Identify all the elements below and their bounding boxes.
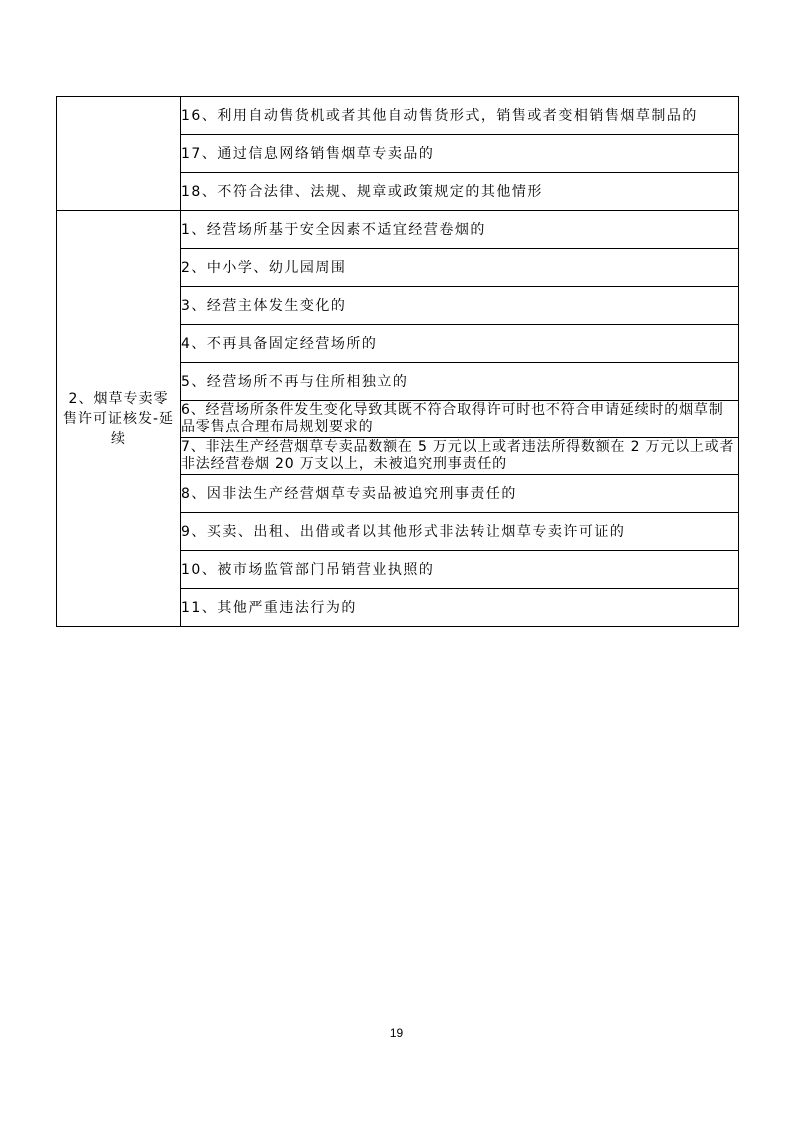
item-cell: 8、因非法生产经营烟草专卖品被追究刑事责任的 [181,475,739,513]
category-cell [57,211,181,627]
item-cell: 7、非法生产经营烟草专卖品数额在 5 万元以上或者违法所得数额在 2 万元以上或者非法经营卷烟 20 万支以上，未被追究刑事责任的 [181,438,739,475]
item-cell: 1、经营场所基于安全因素不适宜经营卷烟的 [181,211,739,249]
table-row [57,211,739,249]
item-cell: 2、中小学、幼儿园周围 [181,249,739,287]
item-cell: 4、不再具备固定经营场所的 [181,325,739,363]
item-cell: 10、被市场监管部门吊销营业执照的 [181,551,739,589]
category-cell-previous [57,97,181,211]
table-row [57,97,739,135]
item-cell: 18、不符合法律、法规、规章或政策规定的其他情形 [181,173,739,211]
category-label: 2、烟草专卖零售许可证核发-延续 [62,390,175,447]
item-cell: 6、经营场所条件发生变化导致其既不符合取得许可时也不符合申请延续时的烟草制品零售点合理布局规划要求的 [181,401,739,438]
item-cell: 17、通过信息网络销售烟草专卖品的 [181,135,739,173]
restriction-table [56,96,739,627]
item-cell: 3、经营主体发生变化的 [181,287,739,325]
item-cell: 11、其他严重违法行为的 [181,589,739,627]
page-number: 19 [389,1026,404,1040]
item-cell: 9、买卖、出租、出借或者以其他形式非法转让烟草专卖许可证的 [181,513,739,551]
item-cell: 16、利用自动售货机或者其他自动售货形式，销售或者变相销售烟草制品的 [181,97,739,135]
item-cell: 5、经营场所不再与住所相独立的 [181,363,739,401]
